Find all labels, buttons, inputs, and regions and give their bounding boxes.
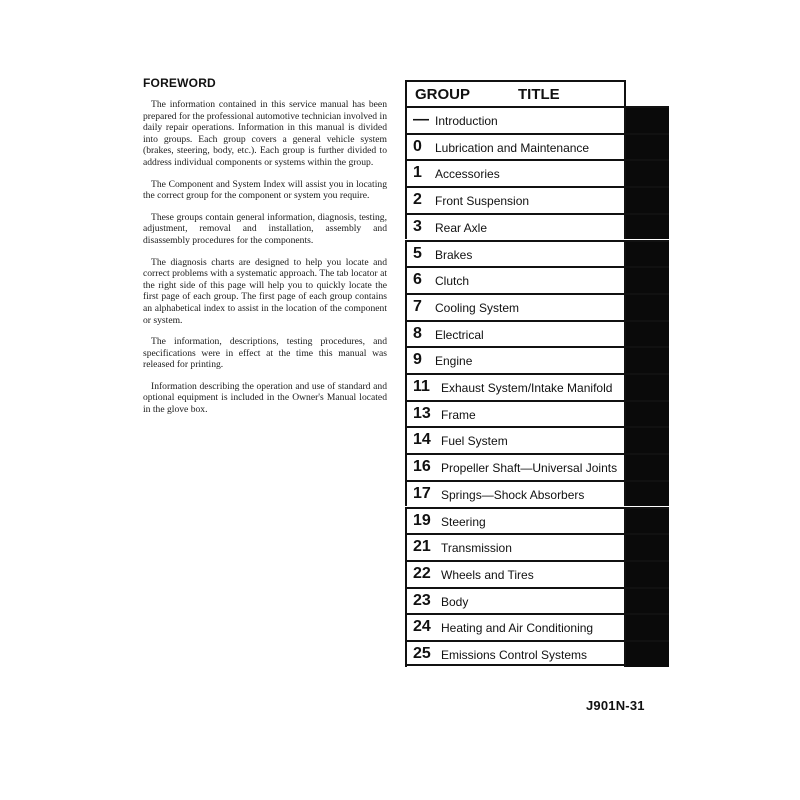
group-cell — [405, 161, 624, 186]
tab-locator[interactable] — [624, 348, 669, 373]
row-divider — [624, 482, 626, 507]
tab-locator[interactable] — [624, 295, 669, 320]
group-title: Heating and Air Conditioning — [441, 621, 594, 636]
group-title: Steering — [441, 514, 486, 529]
group-row[interactable] — [405, 320, 669, 347]
table-bottom-rule — [405, 664, 624, 666]
group-row[interactable] — [405, 240, 669, 267]
row-divider — [624, 348, 626, 373]
group-title: Rear Axle — [435, 220, 488, 235]
group-title: Lubrication and Maintenance — [435, 140, 590, 155]
tab-locator[interactable] — [624, 402, 669, 427]
group-title: Clutch — [435, 274, 470, 289]
group-row[interactable] — [405, 453, 669, 480]
tab-locator[interactable] — [624, 135, 669, 160]
foreword-paragraph: Information describing the operation and use of standard and optional equipment is included in the Owner's Manual located in the glove box. — [143, 380, 387, 416]
group-row[interactable] — [405, 373, 669, 400]
tab-locator[interactable] — [624, 188, 669, 213]
row-divider — [624, 322, 626, 347]
group-number: 5 — [413, 244, 422, 262]
row-divider — [624, 375, 626, 400]
group-title: Transmission — [441, 541, 512, 556]
group-number: 6 — [413, 271, 422, 289]
group-row[interactable] — [405, 587, 669, 614]
group-row[interactable] — [405, 293, 669, 320]
group-title: Cooling System — [435, 300, 520, 315]
group-row[interactable] — [405, 533, 669, 560]
tab-locator[interactable] — [624, 268, 669, 293]
group-title: Introduction — [435, 114, 498, 128]
group-cell — [405, 455, 624, 480]
group-row[interactable] — [405, 507, 669, 534]
group-title: Emissions Control Systems — [441, 648, 588, 662]
foreword-paragraph: The diagnosis charts are designed to help you locate and correct problems with a systematic approach. The tab locator at the right side of this page will help you to quickly locate the first page of each group. The first page of each group contains an alphabetical index to assist in the location of the component or system. — [143, 256, 387, 326]
group-cell — [405, 295, 624, 320]
page-code: J901N-31 — [586, 698, 645, 713]
group-number: 14 — [413, 431, 431, 449]
tab-locator[interactable] — [624, 509, 669, 534]
group-number: 13 — [413, 404, 431, 422]
group-cell — [405, 562, 624, 587]
group-number: 2 — [413, 191, 422, 209]
row-divider — [624, 268, 626, 293]
group-cell — [405, 482, 624, 507]
group-number: 3 — [413, 217, 422, 235]
group-cell — [405, 402, 624, 427]
tab-locator[interactable] — [624, 642, 669, 667]
row-divider — [624, 402, 626, 427]
group-cell — [405, 535, 624, 560]
group-number: 23 — [413, 591, 431, 609]
group-cell — [405, 348, 624, 373]
tab-locator[interactable] — [624, 535, 669, 560]
group-title: Exhaust System/Intake Manifold — [441, 381, 613, 395]
group-cell — [405, 642, 624, 667]
foreword-paragraph: The information, descriptions, testing procedures, and specifications were in effect at the time this manual was released for printing. — [143, 336, 387, 371]
group-cell — [405, 268, 624, 293]
group-title: Electrical — [435, 327, 484, 342]
group-row[interactable] — [405, 106, 669, 133]
group-number: 9 — [413, 351, 422, 369]
group-number: 7 — [413, 297, 422, 315]
group-row[interactable] — [405, 640, 669, 667]
tab-locator[interactable] — [624, 375, 669, 400]
foreword-paragraph: The Component and System Index will assist you in locating the correct group for the component or system you require. — [143, 178, 387, 202]
header-divider — [624, 80, 626, 106]
row-divider — [624, 428, 626, 453]
row-divider — [624, 615, 626, 640]
group-cell — [405, 188, 624, 213]
group-cell — [405, 242, 624, 267]
tab-locator[interactable] — [624, 215, 669, 240]
row-divider — [624, 295, 626, 320]
group-number: 0 — [413, 137, 422, 155]
tab-locator[interactable] — [624, 428, 669, 453]
tab-locator[interactable] — [624, 455, 669, 480]
group-cell — [405, 589, 624, 614]
row-divider — [624, 215, 626, 240]
group-row[interactable] — [405, 266, 669, 293]
row-divider — [624, 161, 626, 186]
foreword-title: FOREWORD — [143, 76, 216, 90]
row-divider — [624, 135, 626, 160]
group-row[interactable] — [405, 133, 669, 160]
foreword-paragraph: These groups contain general information, diagnosis, testing, adjustment, removal and installation, assembly and disassembly procedures for the components. — [143, 211, 387, 246]
group-index-table — [405, 80, 669, 664]
group-cell — [405, 375, 624, 400]
group-number: 19 — [413, 511, 431, 529]
group-index-header — [405, 80, 624, 106]
group-row[interactable] — [405, 186, 669, 213]
group-title: Body — [441, 594, 469, 609]
group-number: 17 — [413, 484, 431, 502]
tab-locator[interactable] — [624, 108, 669, 133]
group-number: 16 — [413, 458, 431, 476]
group-row[interactable] — [405, 480, 669, 507]
group-cell — [405, 615, 624, 640]
header-title-label: TITLE — [518, 86, 560, 103]
row-divider — [624, 455, 626, 480]
group-title: Wheels and Tires — [441, 567, 534, 582]
group-title: Propeller Shaft—Universal Joints — [441, 461, 618, 476]
foreword-paragraph: The information contained in this service manual has been prepared for the professional automotive technician involved in daily repair operations. Information in this manual is divided into groups. Each group covers a general vehicle system (brakes, steering, body, etc.). Each group is further divided to address individual components or systems within the group. — [143, 99, 387, 168]
group-row[interactable] — [405, 159, 669, 186]
group-row[interactable] — [405, 346, 669, 373]
tab-locator[interactable] — [624, 242, 669, 267]
row-divider — [624, 108, 626, 133]
tab-locator[interactable] — [624, 482, 669, 507]
group-title: Fuel System — [441, 434, 508, 449]
group-title: Front Suspension — [435, 194, 530, 209]
row-divider — [624, 509, 626, 534]
group-title: Accessories — [435, 167, 500, 182]
group-number: — — [413, 111, 429, 128]
row-divider — [624, 535, 626, 560]
group-cell — [405, 135, 624, 160]
header-group-label: GROUP — [415, 86, 471, 103]
group-number: 22 — [413, 564, 431, 582]
group-cell — [405, 108, 624, 133]
tab-locator[interactable] — [624, 589, 669, 614]
group-title: Brakes — [435, 247, 473, 262]
row-divider — [624, 188, 626, 213]
group-row[interactable] — [405, 426, 669, 453]
tab-locator[interactable] — [624, 161, 669, 186]
row-divider — [624, 242, 626, 267]
group-cell — [405, 428, 624, 453]
group-number: 24 — [413, 618, 431, 636]
tab-locator[interactable] — [624, 562, 669, 587]
group-title: Frame — [441, 407, 476, 422]
group-cell — [405, 215, 624, 240]
tab-locator[interactable] — [624, 322, 669, 347]
group-title: Engine — [435, 354, 473, 369]
foreword-section — [143, 76, 387, 426]
group-row[interactable] — [405, 213, 669, 240]
row-divider — [624, 589, 626, 614]
group-number: 25 — [413, 645, 431, 662]
group-number: 11 — [413, 378, 430, 395]
group-cell — [405, 509, 624, 534]
group-number: 8 — [413, 324, 422, 342]
group-cell — [405, 322, 624, 347]
group-row[interactable] — [405, 560, 669, 587]
group-number: 21 — [413, 538, 431, 556]
row-divider — [624, 562, 626, 587]
row-divider — [624, 642, 626, 667]
group-row[interactable] — [405, 400, 669, 427]
group-number: 1 — [413, 164, 422, 182]
tab-locator[interactable] — [624, 615, 669, 640]
group-title: Springs—Shock Absorbers — [441, 487, 585, 502]
group-row[interactable] — [405, 613, 669, 640]
